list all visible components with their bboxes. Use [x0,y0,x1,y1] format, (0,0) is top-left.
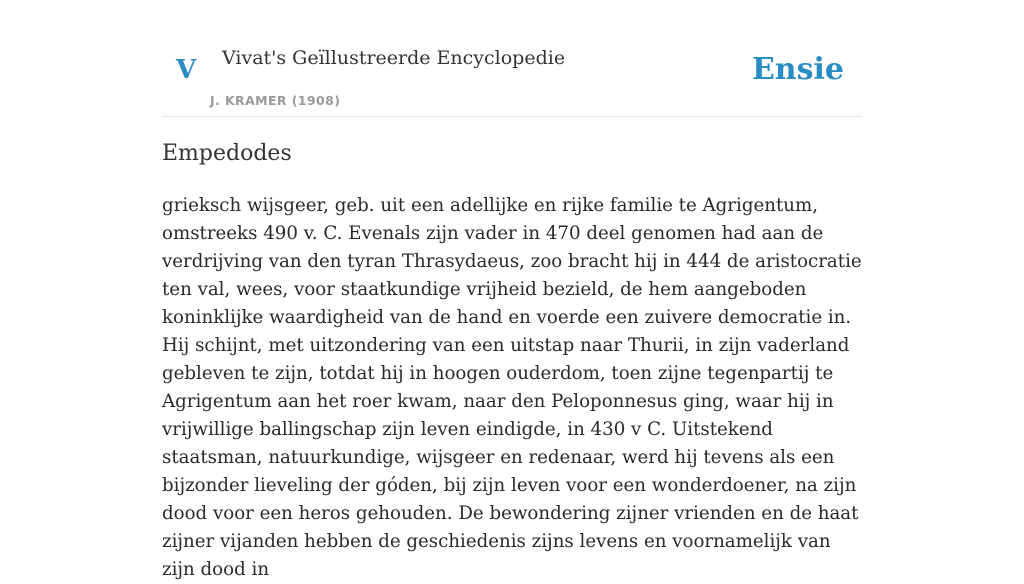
book-header [162,0,862,117]
entry-body: grieksch wijsgeer, geb. uit een adellijke en rijke familie te Agrigentum, omstreeks 490 v. C. Evenals zijn vader in 470 deel genomen had aan de verdrijving van den tyran Thrasydaeus, zoo bracht hij in 444 de aristocratie ten val, wees, voor staatkundige vrijheid bezield, de hem aangeboden koninklijke waardigheid van de hand en voerde een zuivere democratie in. Hij schijnt, met uitzondering van een uitstap naar Thurii, in zijn vaderland gebleven te zijn, totdat hij in hoogen ouderdom, toen zijne tegenpartij te Agrigentum aan het roer kwam, naar den Peloponnesus ging, waar hij in vrijwillige ballingschap zijn leven eindigde, in 430 v C. Uitstekend staatsman, natuurkundige, wijsgeer en redenaar, werd hij tevens als een bijzonder lieveling der góden, bij zijn leven voor een wonderdoener, na zijn dood voor een heros gehouden. De bewondering zijner vrienden en de haat zijner vijanden hebben de geschiedenis zijns levens en voornamelijk van zijn dood in [162,195,862,580]
book-title-link[interactable]: Vivat's Geïllustreerde Encyclopedie [222,47,566,69]
ensie-logo-link[interactable]: Ensie [751,52,844,87]
entry-title: Empedodes [162,141,292,166]
book-logo-letter[interactable]: V [176,55,197,85]
book-author: J. KRAMER (1908) [210,93,341,108]
